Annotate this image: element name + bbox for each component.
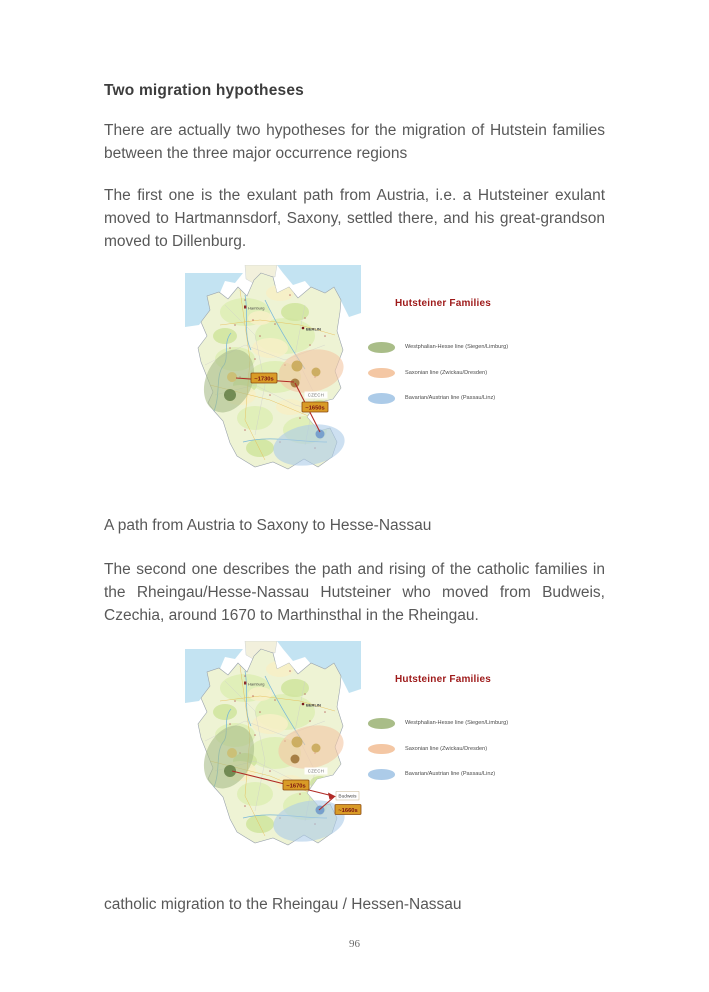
date-label-1660s [335, 805, 361, 815]
date-label-1650s [302, 402, 328, 412]
svg-text:~1670s: ~1670s [286, 783, 306, 790]
date-label-1670s [283, 780, 309, 790]
legend-item-label: Saxonian line (Zwickau/Dresden) [405, 369, 488, 376]
svg-text:~1730s: ~1730s [254, 376, 274, 383]
legend-item [368, 393, 518, 404]
map-legend [368, 298, 518, 404]
paragraph-first-hypothesis: The first one is the exulant path from Austria, i.e. a Hutsteiner exulant moved to Hartmannsdorf, Saxony, settled there, and his great-grandson moved to Dillenburg. [104, 187, 605, 250]
svg-text:Budweis: Budweis [338, 794, 357, 800]
legend-item [368, 368, 518, 379]
section-heading: Two migration hypotheses [104, 82, 305, 99]
legend-swatch [368, 769, 395, 780]
legend-title: Hutsteiner Families [394, 674, 492, 685]
legend-item [368, 769, 518, 780]
figure2-caption: catholic migration to the Rheingau / Hessen-Nassau [104, 896, 462, 913]
legend-swatch [368, 393, 395, 404]
svg-text:~1660s: ~1660s [338, 807, 358, 814]
map-figure-second-hypothesis [185, 641, 530, 853]
legend-rows [368, 718, 518, 780]
legend-item-label: Bavarian/Austrian line (Passau/Linz) [405, 395, 496, 402]
legend-item [368, 744, 518, 755]
legend-item [368, 718, 518, 729]
legend-swatch [368, 368, 395, 379]
legend-item [368, 342, 518, 353]
legend-item-label: Westphalian-Hesse line (Siegen/Limburg) [405, 720, 509, 727]
legend-item-label: Saxonian line (Zwickau/Dresden) [405, 745, 488, 752]
figure1-caption: A path from Austria to Saxony to Hesse-Nassau [104, 517, 432, 534]
legend-rows [368, 342, 518, 404]
legend-title: Hutsteiner Families [394, 298, 492, 309]
legend-swatch [368, 718, 395, 729]
map-legend [368, 674, 518, 780]
map-figure-first-hypothesis [185, 265, 530, 477]
legend-swatch [368, 744, 395, 755]
legend-item-label: Bavarian/Austrian line (Passau/Linz) [405, 771, 496, 778]
page-number: 96 [349, 938, 360, 950]
paragraph-second-hypothesis: The second one describes the path and rising of the catholic families in the Rheingau/Hesse-Nassau Hutsteiner who moved from Budweis, Czechia, around 1670 to Marthinsthal in the Rheingau. [104, 561, 605, 624]
legend-swatch [368, 342, 395, 353]
legend-item-label: Westphalian-Hesse line (Siegen/Limburg) [405, 344, 509, 351]
svg-text:~1650s: ~1650s [305, 405, 325, 412]
date-label-1730s [251, 373, 277, 383]
budweis-label [336, 792, 359, 801]
paragraph-intro: There are actually two hypotheses for the migration of Hutstein families between the three major occurrence regions [104, 122, 605, 162]
